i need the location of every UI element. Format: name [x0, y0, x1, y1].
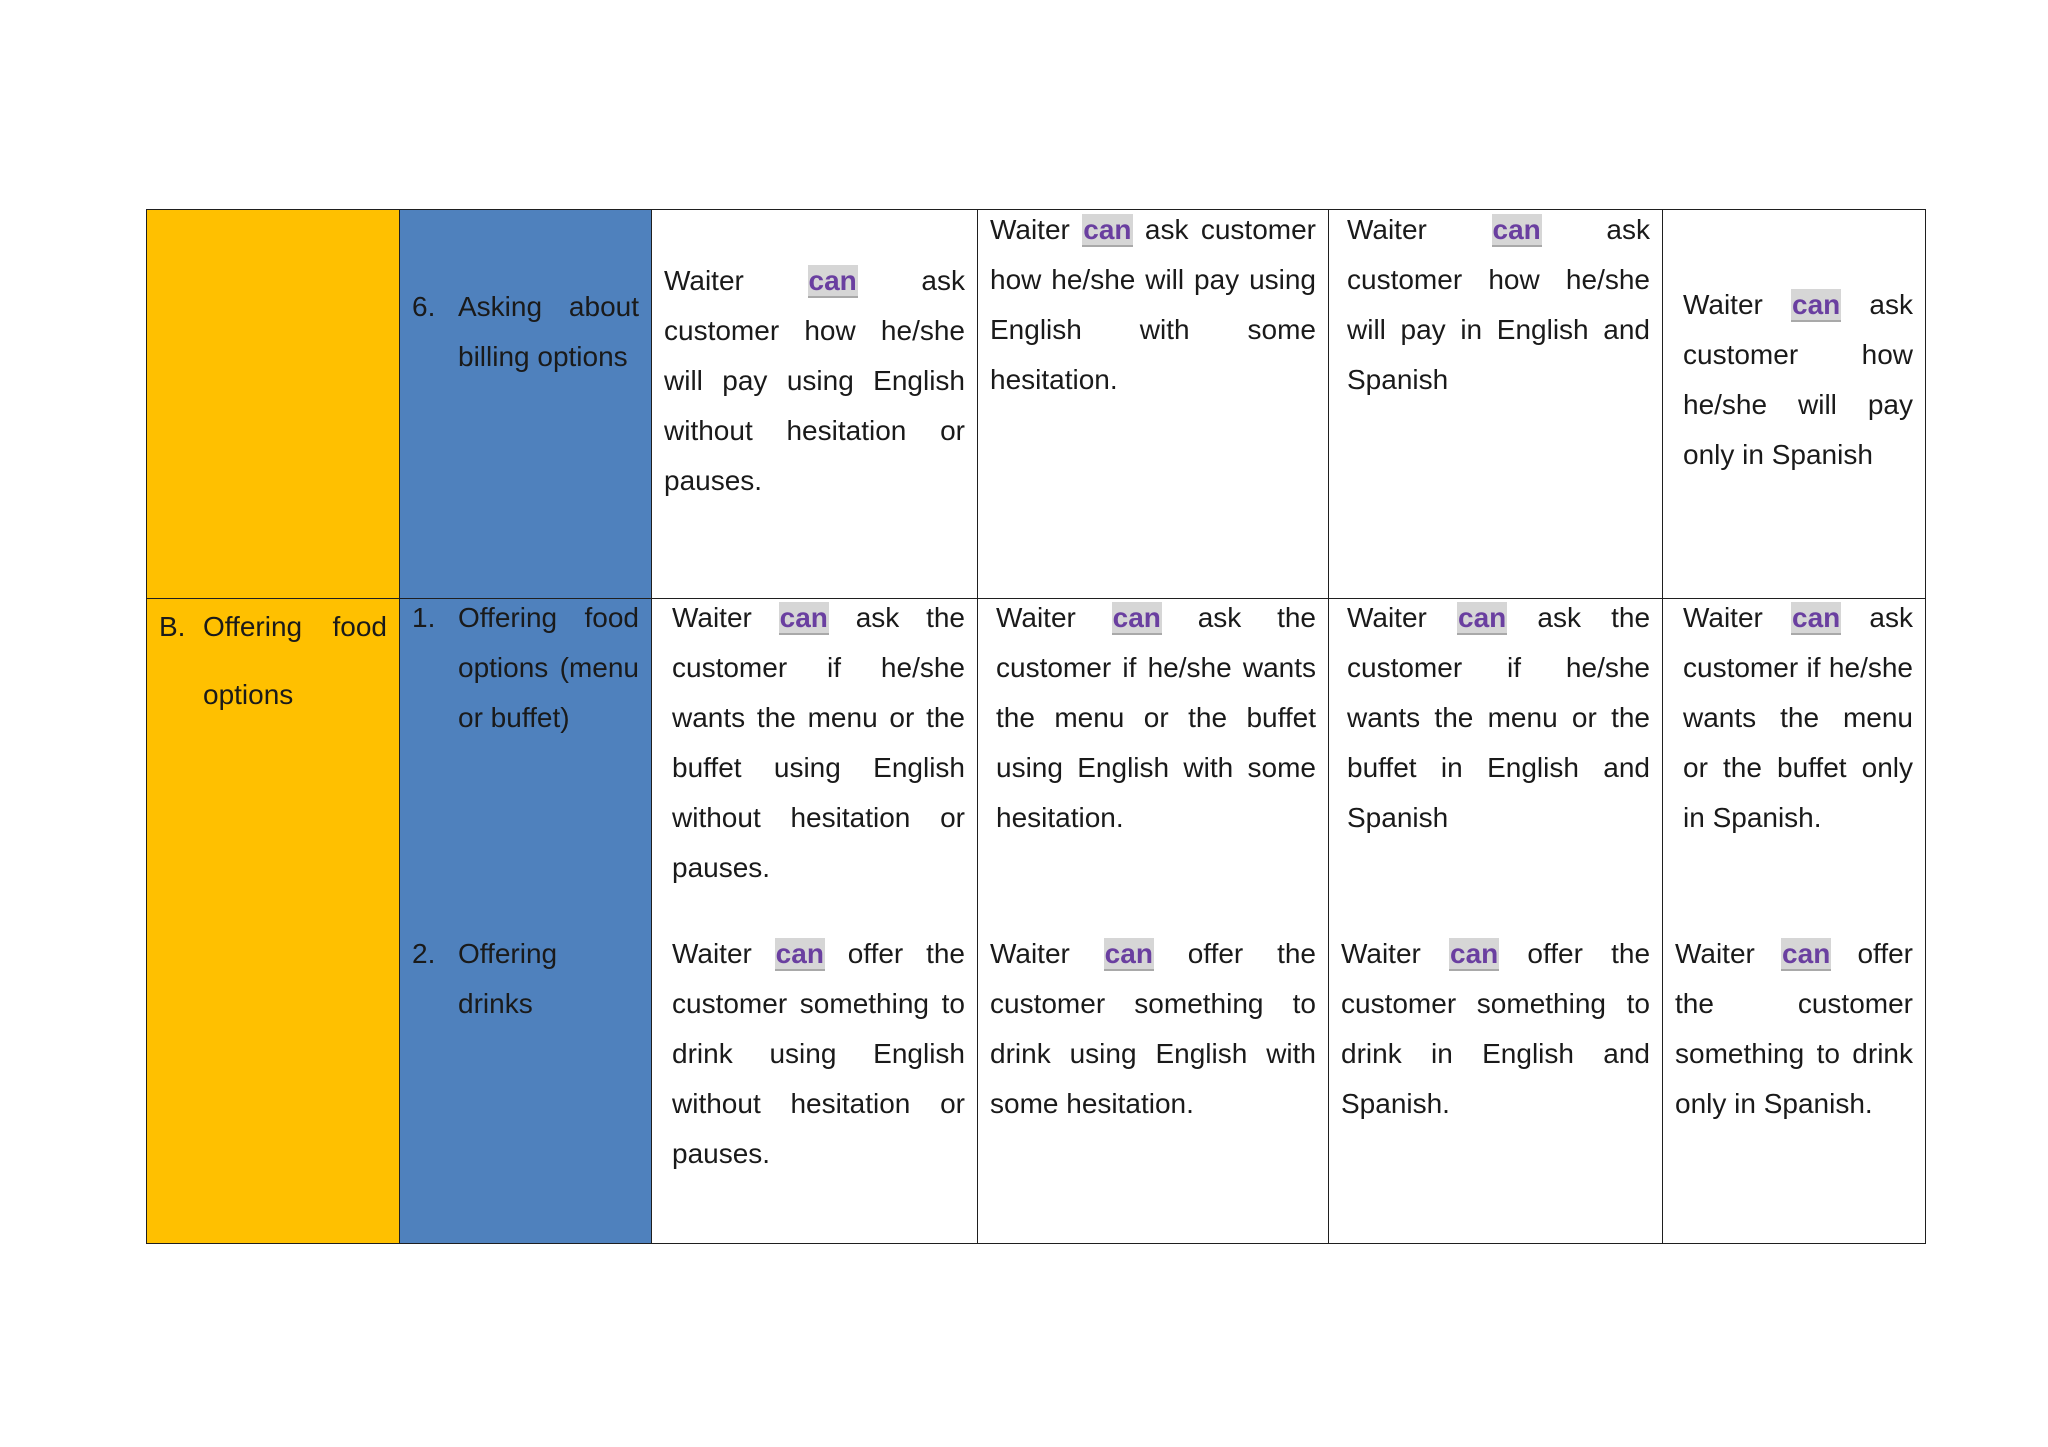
- level-text-start: Waiter: [1675, 938, 1755, 969]
- level-text-start: Waiter: [1683, 602, 1763, 633]
- category-label: Offering food options: [203, 611, 387, 710]
- keyword-can: can: [1792, 602, 1841, 633]
- level-text-rest: ask the customer if he/she wants the menu or the buffet using English with some hesitation.: [996, 602, 1316, 833]
- level-cell-billing-2: [978, 210, 1329, 599]
- table-row-billing: [147, 210, 1926, 599]
- keyword-can: can: [1782, 938, 1831, 969]
- category-cell-empty: [147, 210, 400, 599]
- level-cell-billing-1: [652, 210, 978, 599]
- rubric-table: [146, 209, 1926, 1244]
- subskill-number: 1.: [412, 602, 436, 633]
- level-text-rest: offer the customer something to drink using English without hesitation or pauses.: [672, 938, 965, 1169]
- level-cell-offering-2: [978, 599, 1329, 1244]
- keyword-can: can: [808, 265, 857, 296]
- level-text-rest: ask customer if he/she wants the menu or the buffet only in Spanish.: [1683, 602, 1913, 833]
- level-cell-offering-4: [1663, 599, 1926, 1244]
- level-text-rest: ask customer how he/she will pay in English and Spanish: [1347, 214, 1650, 395]
- keyword-can: can: [1492, 214, 1541, 245]
- subskill-number: 2.: [412, 938, 436, 969]
- keyword-can: can: [1450, 938, 1499, 969]
- keyword-can: can: [1083, 214, 1132, 245]
- subskill-label: Offering food options (menu or buffet): [458, 602, 639, 733]
- subskill-label: Asking about billing options: [458, 291, 639, 372]
- keyword-can: can: [1792, 289, 1841, 320]
- level-text-rest: offer the customer something to drink in English and Spanish.: [1341, 938, 1651, 1119]
- keyword-can: can: [779, 602, 828, 633]
- level-text-rest: offer the customer something to drink only in Spanish.: [1675, 938, 1914, 1119]
- level-text-rest: ask customer how he/she will pay using English with some hesitation.: [990, 214, 1316, 395]
- level-text-start: Waiter: [672, 602, 752, 633]
- level-text-rest: ask customer how he/she will pay using English without hesitation or pauses.: [664, 265, 965, 496]
- keyword-can: can: [775, 938, 824, 969]
- table-row-offering-food: [147, 599, 1926, 1244]
- level-text-start: Waiter: [1347, 602, 1427, 633]
- level-cell-billing-3: [1329, 210, 1663, 599]
- level-text-rest: offer the customer something to drink using English with some hesitation.: [990, 938, 1316, 1119]
- level-cell-offering-3: [1329, 599, 1663, 1244]
- level-cell-billing-4: [1663, 210, 1926, 599]
- keyword-can: can: [1112, 602, 1161, 633]
- subskill-number: 6.: [412, 291, 436, 322]
- level-text-start: Waiter: [996, 602, 1076, 633]
- subskill-cell-billing: [400, 210, 652, 599]
- level-text-start: Waiter: [1347, 214, 1427, 245]
- subskill-cell-offering: [400, 599, 652, 1244]
- keyword-can: can: [1458, 602, 1507, 633]
- level-text-rest: ask the customer if he/she wants the menu or the buffet in English and Spanish: [1347, 602, 1651, 833]
- level-cell-offering-1: [652, 599, 978, 1244]
- level-text-start: Waiter: [1683, 289, 1763, 320]
- category-letter: B.: [159, 611, 186, 642]
- level-text-start: Waiter: [672, 938, 752, 969]
- subskill-label: Offering drinks: [458, 938, 558, 1019]
- keyword-can: can: [1104, 938, 1153, 969]
- category-cell-offering-food: [147, 599, 400, 1244]
- level-text-start: Waiter: [1341, 938, 1421, 969]
- level-text-start: Waiter: [990, 214, 1070, 245]
- level-text-rest: ask the customer if he/she wants the menu or the buffet using English without hesitation or pauses.: [672, 602, 965, 883]
- level-text-start: Waiter: [664, 265, 744, 296]
- level-text-rest: ask customer how he/she will pay only in Spanish: [1683, 289, 1913, 470]
- level-text-start: Waiter: [990, 938, 1070, 969]
